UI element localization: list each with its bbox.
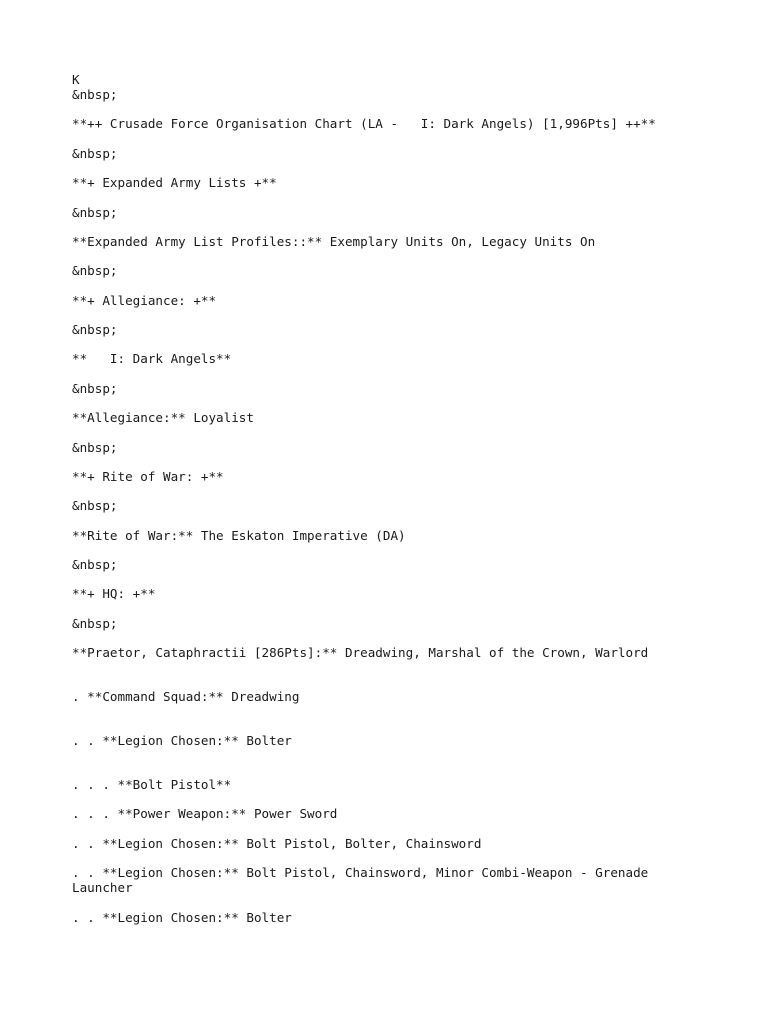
doc-line-nbsp: &nbsp; xyxy=(72,87,118,102)
doc-line-profiles: **Expanded Army List Profiles::** Exemplary Units On, Legacy Units On xyxy=(72,234,596,249)
doc-line-allegiance-value: **Allegiance:** Loyalist xyxy=(72,410,254,425)
doc-line-legion-chosen: . . **Legion Chosen:** Bolter xyxy=(72,910,292,925)
doc-line-praetor: **Praetor, Cataphractii [286Pts]:** Dreadwing, Marshal of the Crown, Warlord xyxy=(72,645,649,660)
doc-line-hq-heading: **+ HQ: +** xyxy=(72,586,156,601)
doc-line-rite-value: **Rite of War:** The Eskaton Imperative (DA) xyxy=(72,528,406,543)
doc-line-nbsp: &nbsp; xyxy=(72,146,118,161)
doc-line-legion-chosen: . . **Legion Chosen:** Bolter xyxy=(72,733,292,748)
doc-line-legion-chosen: . . **Legion Chosen:** Bolt Pistol, Bolter, Chainsword xyxy=(72,836,482,851)
doc-line-force-org-chart: **++ Crusade Force Organisation Chart (LA - I: Dark Angels) [1,996Pts] ++** xyxy=(72,116,656,131)
doc-line-nbsp: &nbsp; xyxy=(72,381,118,396)
doc-line-legion-chosen: . . **Legion Chosen:** Bolt Pistol, Chainsword, Minor Combi-Weapon - Grenade Launcher xyxy=(72,865,656,895)
doc-line-k: K xyxy=(72,72,80,87)
doc-line-nbsp: &nbsp; xyxy=(72,557,118,572)
doc-line-rite-heading: **+ Rite of War: +** xyxy=(72,469,224,484)
doc-line-nbsp: &nbsp; xyxy=(72,498,118,513)
doc-line-nbsp: &nbsp; xyxy=(72,322,118,337)
doc-line-nbsp: &nbsp; xyxy=(72,616,118,631)
doc-line-nbsp: &nbsp; xyxy=(72,263,118,278)
doc-line-allegiance-heading: **+ Allegiance: +** xyxy=(72,293,217,308)
doc-line-power-weapon: . . . **Power Weapon:** Power Sword xyxy=(72,806,338,821)
doc-line-legion-name: ** I: Dark Angels** xyxy=(72,351,232,366)
doc-line-bolt-pistol: . . . **Bolt Pistol** xyxy=(72,777,232,792)
doc-line-nbsp: &nbsp; xyxy=(72,440,118,455)
doc-line-nbsp: &nbsp; xyxy=(72,205,118,220)
doc-line-expanded-army-lists: **+ Expanded Army Lists +** xyxy=(72,175,277,190)
doc-line-command-squad: . **Command Squad:** Dreadwing xyxy=(72,689,300,704)
